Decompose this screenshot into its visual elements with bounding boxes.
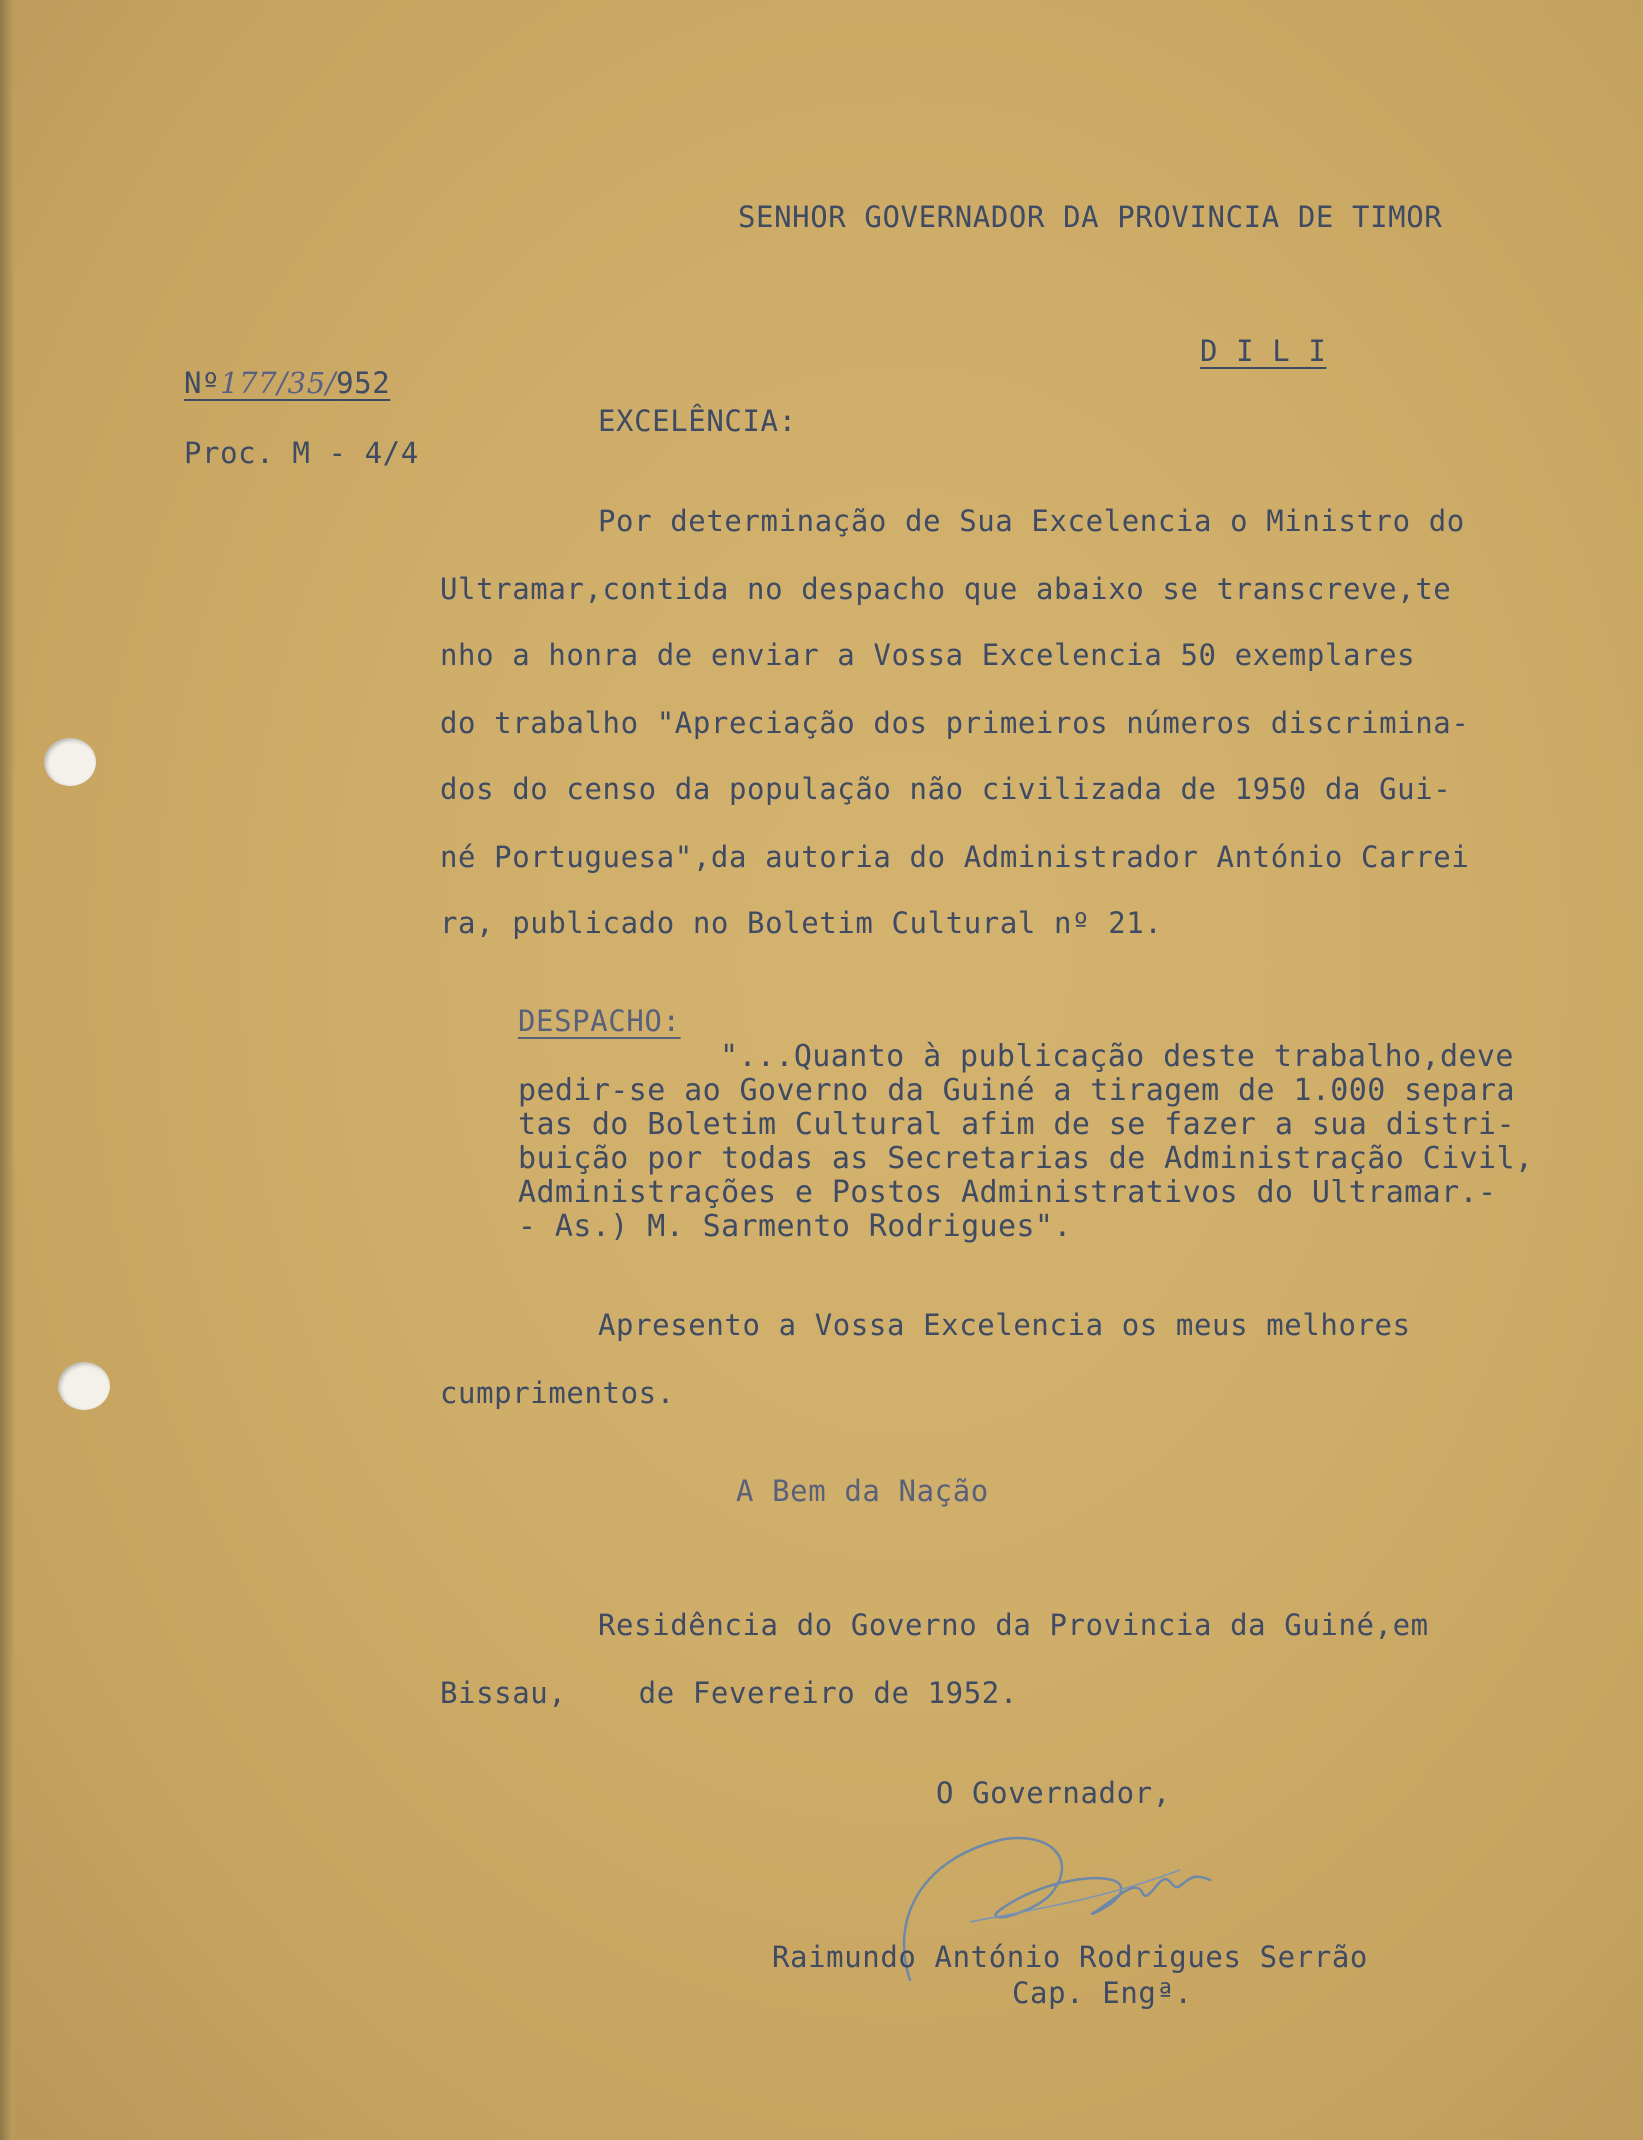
addressee: SENHOR GOVERNADOR DA PROVINCIA DE TIMOR [738, 200, 1443, 234]
reference-number: Nº177/35/952 [184, 366, 391, 400]
signatory-rank: Cap. Engª. [1012, 1976, 1193, 2010]
process-reference: Proc. M - 4/4 [184, 436, 419, 470]
closing-line: Apresento a Vossa Excelencia os meus melhores [598, 1308, 1411, 1342]
signatory-name: Raimundo António Rodrigues Serrão [772, 1940, 1368, 1974]
despacho-line: - As.) M. Sarmento Rodrigues". [518, 1209, 1072, 1244]
paper-edge [0, 0, 14, 2140]
despacho-line: tas do Boletim Cultural afim de se fazer a sua distri- [518, 1107, 1515, 1142]
body-line: ra, publicado no Boletim Cultural nº 21. [440, 906, 1163, 940]
punch-hole-top [44, 738, 96, 786]
despacho-line: pedir-se ao Governo da Guiné a tiragem de 1.000 separa [518, 1073, 1515, 1108]
place-line: Bissau, de Fevereiro de 1952. [440, 1676, 1018, 1710]
punch-hole-bottom [58, 1362, 110, 1410]
body-line: Por determinação de Sua Excelencia o Ministro do [598, 504, 1465, 538]
despacho-label: DESPACHO: [518, 1004, 681, 1038]
body-line: dos do censo da população não civilizada de 1950 da Gui- [440, 772, 1452, 806]
body-line: Ultramar,contida no despacho que abaixo se transcreve,te [440, 572, 1452, 606]
despacho-line: buição por todas as Secretarias de Administração Civil, [518, 1141, 1534, 1176]
signoff: O Governador, [936, 1776, 1171, 1810]
despacho-line: Administrações e Postos Administrativos do Ultramar.- [518, 1175, 1497, 1210]
body-line: nho a honra de enviar a Vossa Excelencia 50 exemplares [440, 638, 1416, 672]
city: D I L I [1200, 334, 1327, 368]
salutation: EXCELÊNCIA: [598, 404, 797, 438]
closing-line: cumprimentos. [440, 1376, 675, 1410]
body-line: do trabalho "Apreciação dos primeiros números discrimina- [440, 706, 1470, 740]
motto: A Bem da Nação [736, 1474, 989, 1508]
despacho-line: "...Quanto à publicação deste trabalho,deve [720, 1039, 1514, 1074]
body-line: né Portuguesa",da autoria do Administrador António Carrei [440, 840, 1470, 874]
place-line: Residência do Governo da Provincia da Guiné,em [598, 1608, 1429, 1642]
